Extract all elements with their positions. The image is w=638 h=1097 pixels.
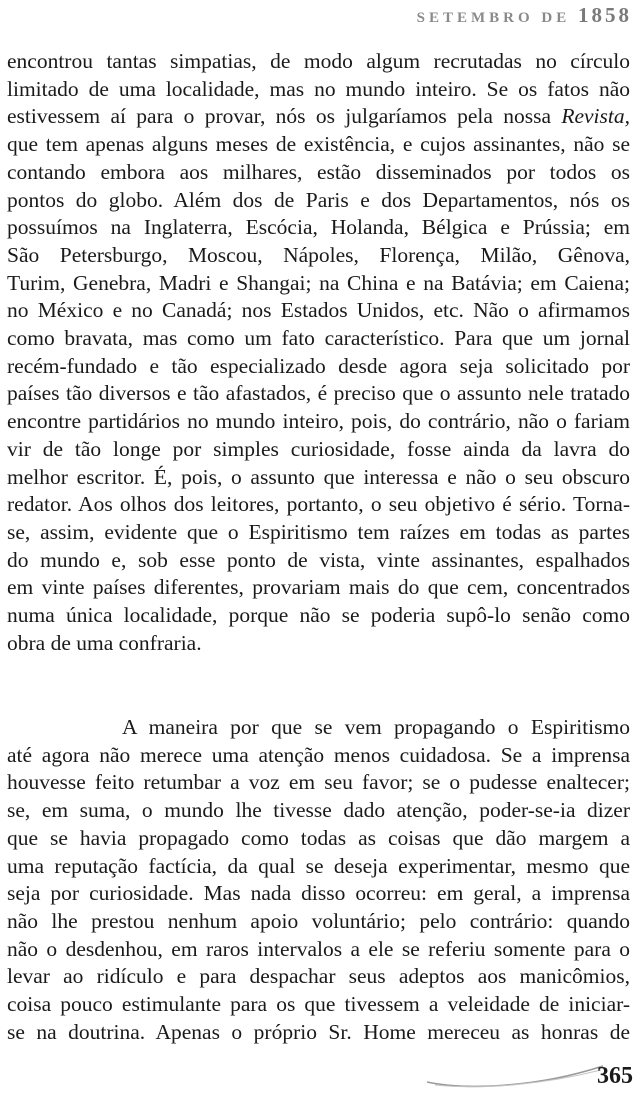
text-line: no México e no Canadá; nos Estados Unidos, etc. Não o afirmamos <box>7 298 630 323</box>
text-line: não o desdenhou, em raros intervalos a ele se referiu somente para o <box>7 936 630 961</box>
text-line: se, assim, evidente que o Espiritismo tem raízes em todas as partes <box>7 519 630 544</box>
text-line: obra de uma confraria. <box>7 630 202 655</box>
header-month: SETEMBRO DE <box>416 10 571 26</box>
text-line: do mundo e, sob esse ponto de vista, vinte assinantes, espalhados <box>7 547 630 572</box>
text-line: seja por curiosidade. Mas nada disso ocorreu: em geral, a imprensa <box>7 881 630 906</box>
text-line: que se havia propagado como todas as coisas que dão margem a <box>7 825 630 850</box>
text-line: coisa pouco estimulante para os que tivessem a veleidade de iniciar- <box>7 992 630 1017</box>
text-line: possuímos na Inglaterra, Escócia, Holanda, Bélgica e Prússia; em <box>7 215 630 240</box>
text-line: que tem apenas alguns meses de existência, e cujos assinantes, não se <box>7 132 630 157</box>
text-line: países tão diversos e tão afastados, é preciso que o assunto nele tratado <box>7 381 630 406</box>
text-line: em vinte países diferentes, provariam mais do que cem, concentrados <box>7 575 630 600</box>
text-line: se na doutrina. Apenas o próprio Sr. Home mereceu as honras de <box>7 1019 630 1044</box>
swoosh-ornament-icon <box>425 1060 605 1090</box>
text-line: recém-fundado e tão especializado desde agora seja solicitado por <box>7 353 630 378</box>
text-line: melhor escritor. É, pois, o assunto que interessa e não o seu obscuro <box>7 464 630 489</box>
text-line <box>7 103 630 131</box>
text-line: A maneira por que se vem propagando o Espiritismo <box>122 715 630 739</box>
text-line: uma reputação factícia, da qual se deseja experimentar, mesmo que <box>7 853 630 878</box>
text-line: houvesse feito retumbar a voz em seu favor; se o pudesse enaltecer; <box>7 770 630 795</box>
text-line: encontre partidários no mundo inteiro, pois, do contrário, não o fariam <box>7 409 630 434</box>
text-line-part: estivessem aí para o provar, nós os julgaríamos pela nossa <box>7 104 562 129</box>
text-line: como bravata, mas como um fato característico. Para que um jornal <box>7 326 630 351</box>
journal-title-italic: Revista, <box>561 104 630 129</box>
text-line: São Petersburgo, Moscou, Nápoles, Florença, Milão, Gênova, <box>7 242 630 267</box>
text-line: pontos do globo. Além dos de Paris e dos Departamentos, nós os <box>7 187 630 212</box>
header-year: 1858 <box>578 3 632 27</box>
text-line: vir de tão longe por simples curiosidade, fosse ainda da lavra do <box>7 436 630 461</box>
text-line: encontrou tantas simpatias, de modo algum recrutadas no círculo <box>7 49 630 73</box>
text-line: se, em suma, o mundo lhe tivesse dado atenção, poder-se-ia dizer <box>7 798 630 823</box>
paragraph-1 <box>7 48 630 657</box>
text-line: Turim, Genebra, Madri e Shangai; na China e na Batávia; em Caiena; <box>7 270 630 295</box>
text-line: levar ao ridículo e para despachar seus adeptos aos manicômios, <box>7 964 630 989</box>
text-line: não lhe prestou nenhum apoio voluntário; pelo contrário: quando <box>7 908 630 933</box>
text-line: contando embora aos milhares, estão disseminados por todos os <box>7 159 630 184</box>
text-line: limitado de uma localidade, mas no mundo inteiro. Se os fatos não <box>7 76 630 101</box>
running-header <box>417 3 632 28</box>
text-line: numa única localidade, porque não se poderia supô-lo senão como <box>7 603 630 628</box>
paragraph-2 <box>7 714 630 1046</box>
page-number: 365 <box>597 1063 633 1089</box>
text-line: redator. Aos olhos dos leitores, portanto, o seu objetivo é sério. Torna- <box>7 492 630 517</box>
text-line: até agora não merece uma atenção menos cuidadosa. Se a imprensa <box>7 742 630 767</box>
